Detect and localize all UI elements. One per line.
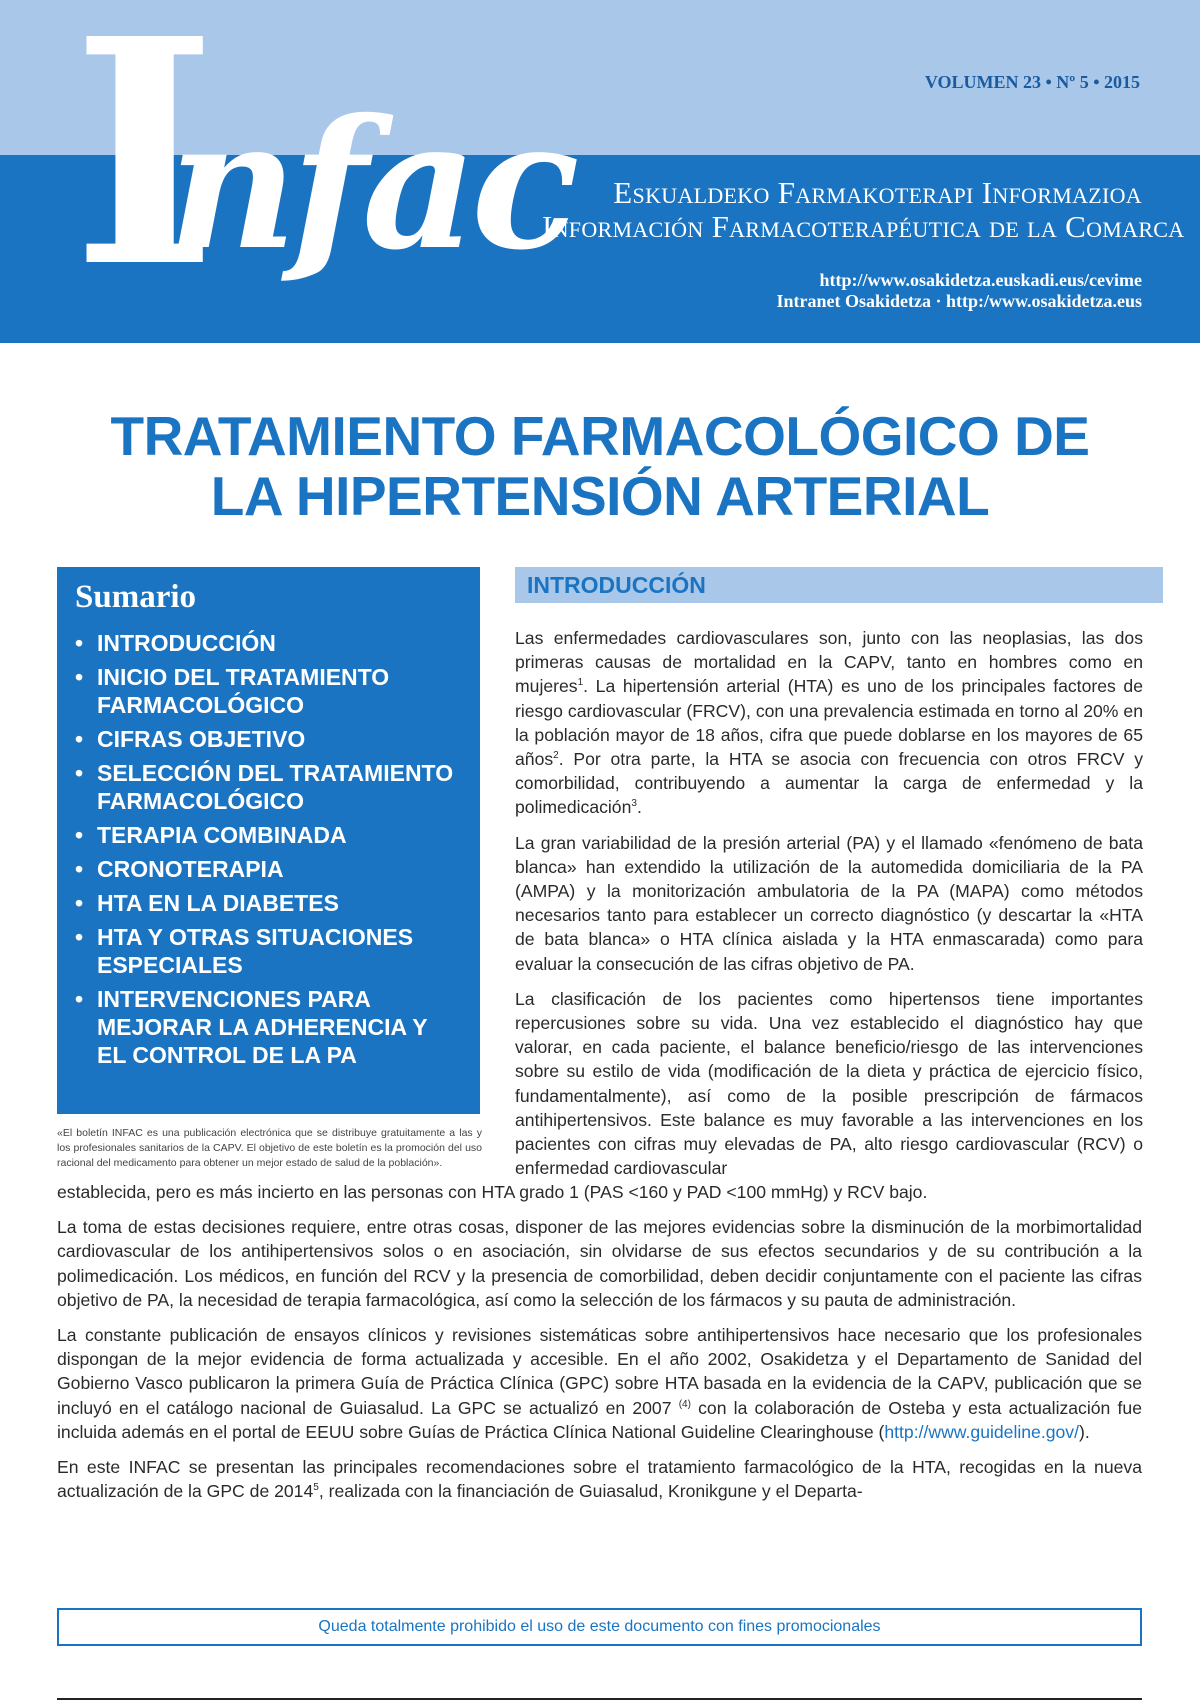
- subtitle-spanish: Información Farmacoterapéutica de la Comarca: [542, 209, 1185, 244]
- footnote-ref: 3: [631, 798, 637, 810]
- text-run: , realizada con la financiación de Guiasalud, Kronikgune y el Departa-: [318, 1481, 863, 1502]
- summary-item-situaciones[interactable]: [75, 923, 462, 979]
- full-width-text: [57, 1180, 1142, 1514]
- bullet-icon: •: [75, 856, 84, 882]
- summary-item-label: SELECCIÓN DEL TRATAMIENTO FARMACOLÓGICO: [97, 760, 454, 814]
- section-heading-introduccion: INTRODUCCIÓN: [515, 567, 1163, 603]
- text-run: Las enfermedades cardiovasculares son, junto con las neoplasias, las dos primeras causas de mortalidad en la CAPV, tanto en hombres como en mujeres: [515, 628, 1143, 697]
- page-title-line-2: LA HIPERTENSIÓN ARTERIAL: [210, 465, 990, 527]
- text-run: con la colaboración de Osteba y esta actualización fue incluida además en el portal de EEUU sobre Guías de Práctica Clínica National Guideline Clearinghouse (: [57, 1397, 1142, 1442]
- summary-item-terapia[interactable]: [75, 821, 462, 849]
- footnote-ref: 5: [313, 1482, 319, 1494]
- footnote-ref: (4): [678, 1398, 691, 1410]
- summary-item-label: INICIO DEL TRATAMIENTO FARMACOLÓGICO: [97, 664, 390, 718]
- bullet-icon: •: [75, 986, 84, 1012]
- volume-info: VOLUMEN 23 • Nº 5 • 2015: [924, 72, 1140, 92]
- summary-list: [75, 629, 462, 1069]
- promotional-use-notice: Queda totalmente prohibido el uso de este documento con fines promocionales: [57, 1608, 1142, 1646]
- summary-item-cifras[interactable]: [75, 725, 462, 753]
- logo-text: nfac: [168, 80, 574, 289]
- intro-column-text: [515, 626, 1143, 1191]
- logo-initial: I: [72, 0, 214, 336]
- text-run: En este INFAC se presentan las principales recomendaciones sobre el tratamiento farmacológico de la HTA, recogidas en la nueva actualización de la GPC de 2014: [57, 1457, 1142, 1502]
- cevime-url[interactable]: http://www.osakidetza.euskadi.eus/cevime: [819, 270, 1142, 290]
- footnote-ref: 2: [553, 750, 559, 762]
- bullet-icon: •: [75, 630, 84, 656]
- guideline-link[interactable]: http://www.guideline.gov/: [884, 1421, 1079, 1442]
- summary-item-cronoterapia[interactable]: [75, 855, 462, 883]
- bullet-icon: •: [75, 890, 84, 916]
- intranet-url[interactable]: Intranet Osakidetza · http:/www.osakidetza.eus: [776, 291, 1142, 311]
- summary-item-label: TERAPIA COMBINADA: [97, 822, 347, 848]
- paragraph: [515, 626, 1143, 820]
- page-title: [40, 406, 1160, 526]
- summary-box: [57, 567, 480, 1114]
- summary-item-label: HTA EN LA DIABETES: [97, 890, 339, 916]
- bullet-icon: •: [75, 822, 84, 848]
- text-run: .: [636, 797, 642, 818]
- summary-item-introduccion[interactable]: [75, 629, 462, 657]
- paragraph-continuation: establecida, pero es más incierto en las personas con HTA grado 1 (PAS <160 y PAD <100 mmHg) y RCV bajo.: [57, 1182, 928, 1202]
- paragraph: La clasificación de los pacientes como hipertensos tiene importantes repercusiones sobre su vida. Una vez establecido el diagnóstico hay que valorar, en cada paciente, el balance beneficio/riesgo de las intervenciones sobre su estilo de vida (modificación de la dieta y práctica de ejercicio físico, fundamentalmente), así como de la posible prescripción de fármacos antihipertensivos. Este balance es muy favorable a las intervenciones en los pacientes con cifras muy elevadas de PA, alto riesgo cardiovascular (RCV) o enfermedad cardiovascular: [515, 988, 1143, 1179]
- paragraph: La gran variabilidad de la presión arterial (PA) y el llamado «fenómeno de bata blanca» han extendido la utilización de la automedida domiciliaria de la PA (AMPA) y la monitorización ambulatoria de la PA (MAPA) como métodos necesarios tanto para establecer un correcto diagnóstico (y descartar la «HTA de bata blanca» o HTA clínica aislada y la HTA enmascarada) como para evaluar la consecución de las cifras objetivo de PA.: [515, 832, 1143, 974]
- bulletin-disclaimer: «El boletín INFAC es una publicación electrónica que se distribuye gratuitamente a las y los profesionales sanitarios de la CAPV. El objetivo de este boletín es la promoción del uso racional del medicamento para obtener un mejor estado de salud de la población».: [57, 1127, 482, 1169]
- text-run: . Por otra parte, la HTA se asocia con frecuencia con otros FRCV y comorbilidad, contribuyendo a aumentar la carga de enfermedad y la polimedicación: [515, 749, 1143, 818]
- text-run: La constante publicación de ensayos clínicos y revisiones sistemáticas sobre antihipertensivos hace necesario que los profesionales dispongan de la mejor evidencia de forma actualizada y accesible. En el año 2002, Osakidetza y el Departamento de Sanidad del Gobierno Vasco publicaron la primera Guía de Práctica Clínica (GPC) sobre HTA basada en la evidencia de la CAPV, publicación que se incluyó en el catálogo nacional de Guiasalud. La GPC se actualizó en 2007: [57, 1325, 1142, 1418]
- page-title-line-1: TRATAMIENTO FARMACOLÓGICO DE: [110, 405, 1090, 467]
- paragraph: [57, 1455, 1142, 1503]
- bullet-icon: •: [75, 726, 84, 752]
- text-run: . La hipertensión arterial (HTA) es uno de los principales factores de riesgo cardiovascular (FRCV), con una prevalencia estimada en torno al 20% en la población mayor de 18 años, cifra que puede doblarse en los mayores de 65 años: [515, 676, 1143, 770]
- summary-item-label: HTA Y OTRAS SITUACIONES ESPECIALES: [97, 924, 414, 978]
- bullet-icon: •: [75, 760, 84, 786]
- summary-item-inicio[interactable]: [75, 663, 462, 719]
- summary-item-diabetes[interactable]: [75, 889, 462, 917]
- subtitle-basque: Eskualdeko Farmakoterapi Informazioa: [613, 175, 1142, 210]
- summary-item-label: INTRODUCCIÓN: [97, 630, 276, 656]
- summary-item-adherencia[interactable]: [75, 985, 462, 1069]
- footnote-ref: 1: [577, 677, 584, 689]
- summary-item-label: CRONOTERAPIA: [97, 856, 284, 882]
- summary-item-seleccion[interactable]: [75, 759, 462, 815]
- summary-heading: Sumario: [75, 579, 197, 615]
- summary-item-label: CIFRAS OBJETIVO: [97, 726, 306, 752]
- bullet-icon: •: [75, 664, 84, 690]
- text-run: ).: [1078, 1421, 1090, 1442]
- summary-item-label: INTERVENCIONES PARA MEJORAR LA ADHERENCIA Y EL CONTROL DE LA PA: [97, 986, 428, 1068]
- paragraph: La toma de estas decisiones requiere, entre otras cosas, disponer de las mejores evidencias sobre la disminución de la morbimortalidad cardiovascular de los antihipertensivos solos o en asociación, sin olvidarse de sus efectos secundarios y de su contribución a la polimedicación. Los médicos, en función del RCV y la presencia de comorbilidad, deben decidir conjuntamente con el paciente las cifras objetivo de PA, la necesidad de terapia farmacológica, así como la selección de los fármacos y su pauta de administración.: [57, 1217, 1142, 1310]
- bullet-icon: •: [75, 924, 84, 950]
- paragraph: [57, 1323, 1142, 1444]
